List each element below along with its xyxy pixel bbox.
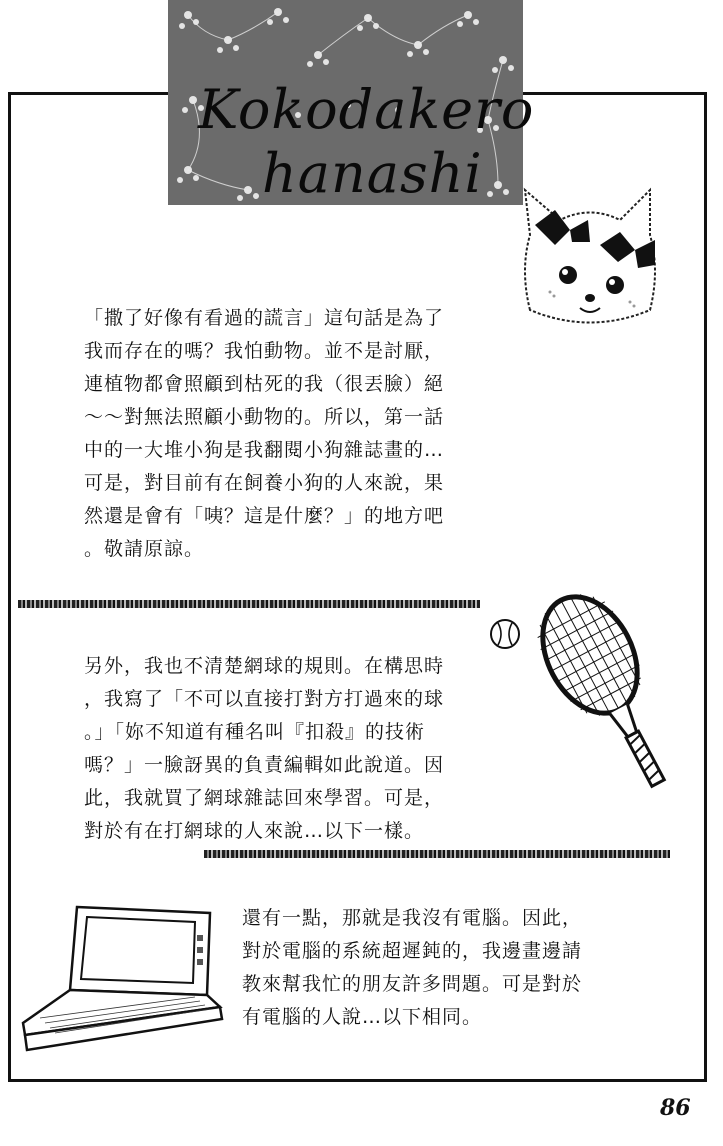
- paragraph-1: [84, 302, 444, 566]
- paragraph-2-line: 另外，我也不清楚網球的規則。在構思時: [84, 655, 445, 677]
- title-line-1: Kokodakero: [198, 78, 535, 141]
- paragraph-3-line: 有電腦的人說…以下相同。: [242, 1006, 483, 1028]
- paragraph-2-line: 對於有在打網球的人來說…以下一樣。: [84, 820, 425, 842]
- paragraph-1-line: 可是，對目前有在飼養小狗的人來說，果: [84, 472, 445, 494]
- paragraph-3: [242, 902, 582, 1034]
- paragraph-1-line: ～～對無法照顧小動物的。所以，第一話: [84, 406, 445, 428]
- laptop-icon: [15, 895, 230, 1064]
- tennis-ball-icon: [488, 617, 522, 655]
- paragraph-1-line: 。敬請原諒。: [84, 538, 205, 560]
- divider-2: [204, 850, 670, 858]
- paragraph-1-line: 我而存在的嗎？我怕動物。並不是討厭，: [84, 340, 445, 362]
- paragraph-3-line: 還有一點，那就是我沒有電腦。因此，: [242, 907, 583, 929]
- paragraph-1-line: 連植物都會照顧到枯死的我（很丟臉）絕: [84, 373, 445, 395]
- page-number: 86: [660, 1095, 691, 1121]
- paragraph-1-line: 中的一大堆小狗是我翻閱小狗雜誌畫的…: [84, 439, 445, 461]
- divider-1: [18, 600, 480, 608]
- paragraph-3-line: 對於電腦的系統超遲鈍的，我邊畫邊請: [242, 940, 583, 962]
- dog-face-icon: [510, 180, 670, 344]
- paragraph-1-line: 「撒了好像有看過的謊言」這句話是為了: [84, 307, 445, 329]
- title-line-2: hanashi: [262, 142, 483, 205]
- paragraph-1-line: 然還是會有「咦？這是什麼？」的地方吧: [84, 505, 445, 527]
- paragraph-2: [84, 650, 444, 848]
- paragraph-2-line: 此，我就買了網球雜誌回來學習。可是，: [84, 787, 445, 809]
- paragraph-3-line: 教來幫我忙的朋友許多問題。可是對於: [242, 973, 583, 995]
- tennis-racket-icon: [530, 585, 680, 809]
- paragraph-2-line: ，我寫了「不可以直接打對方打過來的球: [84, 688, 445, 710]
- paragraph-2-line: 嗎？」一臉訝異的負責編輯如此說道。因: [84, 754, 445, 776]
- paragraph-2-line: 。」「妳不知道有種名叫『扣殺』的技術: [84, 721, 426, 743]
